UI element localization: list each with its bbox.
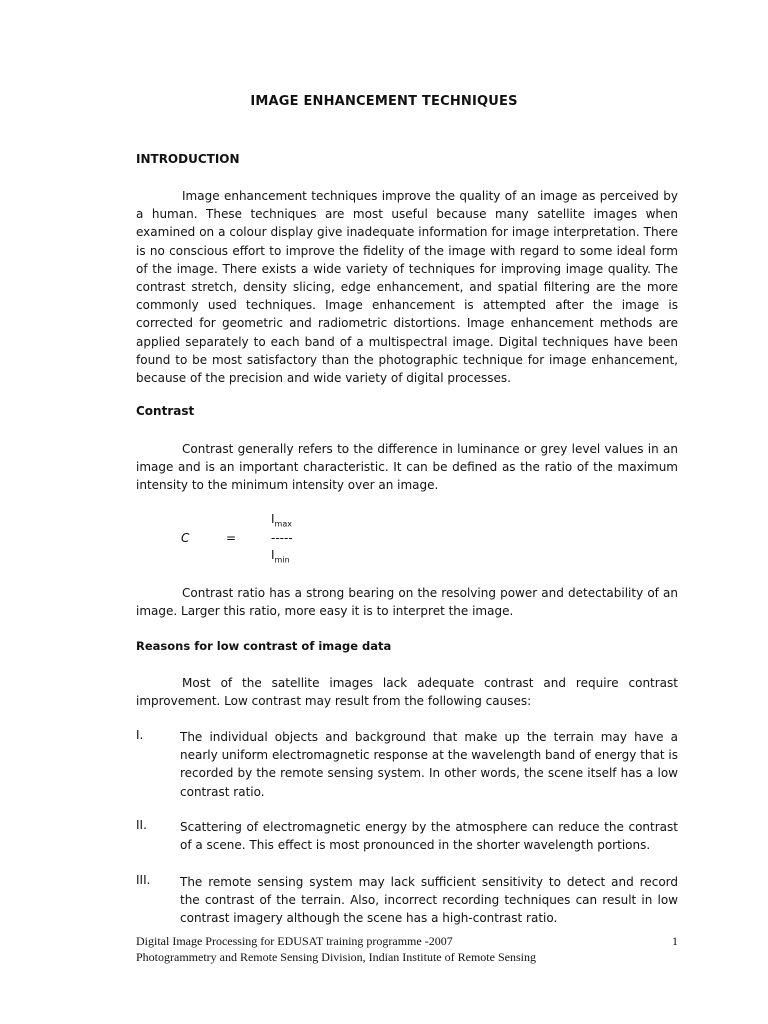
formula-bar: ----- — [271, 531, 293, 545]
formula-numerator-subscript: max — [274, 519, 292, 529]
reasons-heading: Reasons for low contrast of image data — [136, 639, 392, 653]
contrast-paragraph — [136, 440, 678, 495]
list-item-number: III. — [136, 873, 151, 887]
formula-denominator — [271, 548, 290, 564]
reasons-paragraph — [136, 674, 678, 710]
formula-numerator — [271, 512, 292, 528]
list-item-number: II. — [136, 818, 147, 832]
introduction-paragraph — [136, 187, 678, 387]
formula-denominator-subscript: min — [274, 555, 290, 565]
list-item-number: I. — [136, 728, 144, 742]
contrast-heading: Contrast — [136, 404, 195, 418]
contrast-text: Contrast generally refers to the difference in luminance or grey level values in an image and is an important characteristic. It can be defined as the ratio of the maximum intensity to the minimum intensity over an image. — [136, 442, 678, 493]
formula-denominator-symbol: I — [271, 548, 275, 562]
introduction-text: Image enhancement techniques improve the quality of an image as perceived by a human. These techniques are most useful because many satellite images when examined on a colour display give inadequate information for image interpretation. There is no conscious effort to improve the fidelity of the image with regard to some ideal form of the image. There exists a wide variety of techniques for improving image quality. The contrast stretch, density slicing, edge enhancement, and spatial filtering are the more commonly used techniques. Image enhancement is attempted after the image is corrected for geometric and radiometric distortions. Image enhancement methods are applied separately to each band of a multispectral image. Digital techniques have been found to be most satisfactory than the photographic technique for image enhancement, because of the precision and wide variety of digital processes. — [136, 189, 678, 386]
reasons-text: Most of the satellite images lack adequate contrast and require contrast improvement. Low contrast may result from the following causes: — [136, 676, 678, 709]
footer-line-2: Photogrammetry and Remote Sensing Division, Indian Institute of Remote Sensing — [136, 950, 536, 964]
list-item-text: The remote sensing system may lack sufficient sensitivity to detect and record the contrast of the terrain. Also, incorrect recording techniques can result in low contrast imagery although the scene has a high-contrast ratio. — [180, 875, 678, 926]
document-title: IMAGE ENHANCEMENT TECHNIQUES — [250, 94, 518, 109]
ratio-paragraph — [136, 584, 678, 620]
ratio-text: Contrast ratio has a strong bearing on the resolving power and detectability of an image. Larger this ratio, more easy it is to interpret the image. — [136, 586, 678, 619]
formula-equals: = — [226, 531, 237, 545]
introduction-heading: INTRODUCTION — [136, 152, 240, 166]
list-item-text: The individual objects and background that make up the terrain may have a nearly uniform electromagnetic response at the wavelength band of energy that is recorded by the remote sensing system. In other words, the scene itself has a low contrast ratio. — [180, 730, 678, 799]
list-item-text: Scattering of electromagnetic energy by the atmosphere can reduce the contrast of a scene. This effect is most pronounced in the shorter wavelength portions. — [180, 820, 678, 853]
page-number: 1 — [672, 934, 678, 948]
page-footer — [136, 933, 678, 965]
formula-numerator-symbol: I — [271, 512, 275, 526]
footer-line-1: Digital Image Processing for EDUSAT training programme -2007 — [136, 934, 453, 948]
formula-lhs: C — [181, 531, 190, 545]
